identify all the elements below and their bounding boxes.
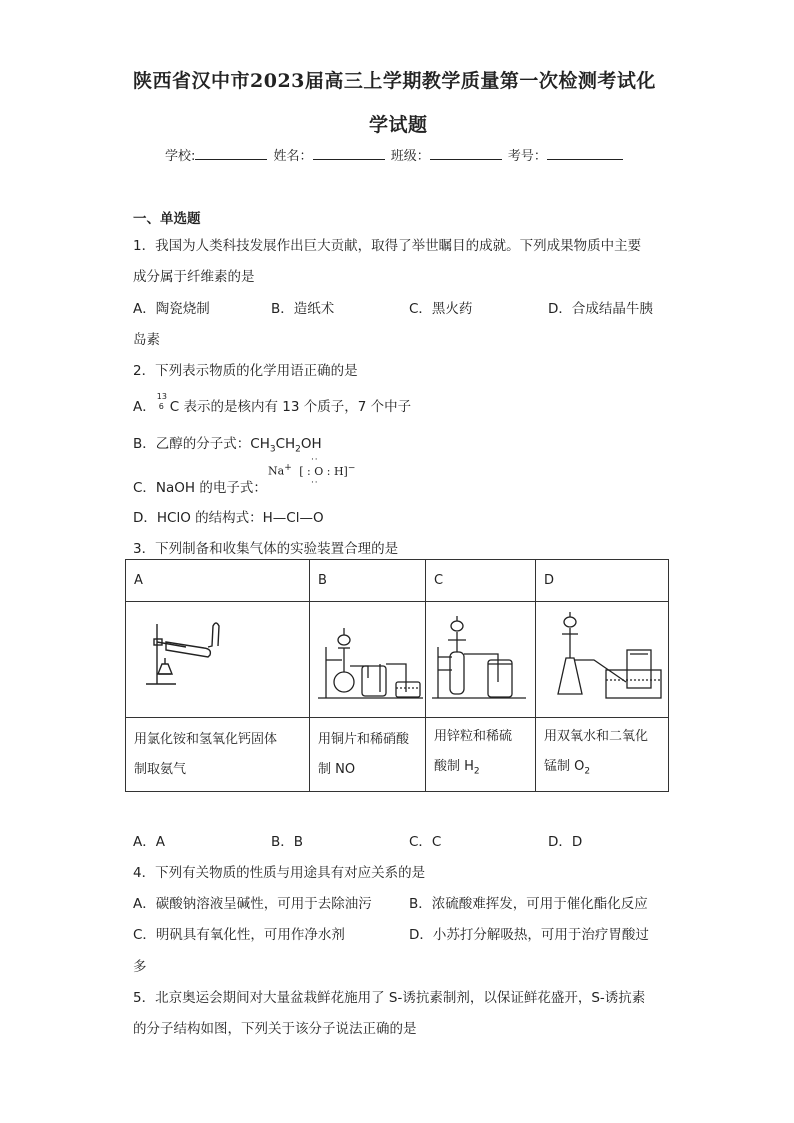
q2-option-d: D．HClO 的结构式：H—Cl—O (133, 510, 324, 526)
name-blank (313, 147, 385, 160)
q1-option-b: B．造纸术 (271, 301, 335, 317)
mass-number: 13 (156, 392, 167, 401)
exam-number-label: 考号： (507, 149, 547, 164)
info-fields (165, 145, 625, 164)
table-header-row (126, 560, 669, 602)
q2-option-a (133, 392, 412, 415)
page-title-line1: 陕西省汉中市2023届高三上学期教学质量第一次检测考试化 (133, 70, 656, 92)
header-cell-d: D (536, 560, 669, 602)
atomic-number: 6 (158, 402, 164, 411)
school-label: 学校: (165, 149, 196, 164)
q1-stem-line2: 成分属于纤维素的是 (133, 269, 255, 285)
q5-stem-line2: 的分子结构如图，下列关于该分子说法正确的是 (133, 1021, 417, 1037)
apparatus-c-cell (426, 602, 536, 718)
q2-b-end: OH (300, 436, 322, 452)
q4-option-b: B．浓硫酸难挥发，可用于催化酯化反应 (409, 896, 648, 912)
table-caption-row (126, 718, 669, 792)
q1-option-a: A．陶瓷烧制 (133, 301, 210, 317)
q5-stem-line1: 5．北京奥运会期间对大量盆栽鲜花施用了 S-诱抗素制剂，以保证鲜花盛开，S-诱抗素 (133, 990, 646, 1006)
q1-stem-line1: 1．我国为人类科技发展作出巨大贡献，取得了举世瞩目的成就。下列成果物质中主要 (133, 238, 642, 254)
exam-number-blank (547, 147, 623, 160)
q2-option-b (133, 432, 322, 455)
q2-b-sub2: 2 (295, 444, 301, 455)
q3-stem: 3．下列制备和收集气体的实验装置合理的是 (133, 541, 399, 557)
page-title-line2: 学试题 (369, 114, 428, 136)
caption-cell-b (310, 718, 426, 792)
q1-option-d: D．合成结晶牛胰 (548, 301, 653, 317)
q4-option-d-cont: 多 (133, 959, 147, 975)
q3-option-d: D．D (548, 834, 583, 850)
electron-dots-top: · · (311, 455, 317, 465)
header-cell-b: B (310, 560, 426, 602)
apparatus-b-cell (310, 602, 426, 718)
q1-option-d-cont: 岛素 (133, 332, 160, 348)
q4-stem: 4．下列有关物质的性质与用途具有对应关系的是 (133, 865, 426, 881)
q1-option-c: C．黑火药 (409, 301, 473, 317)
electron-formula-body: [ : O : H] (299, 464, 348, 478)
element-symbol: C (169, 399, 180, 415)
apparatus-b-diagram (310, 602, 426, 717)
table-image-row (126, 602, 669, 718)
caption-c-line1: 用锌粒和稀硫 (434, 729, 513, 745)
caption-b-line1: 用铜片和稀硝酸 (318, 731, 410, 747)
caption-cell-d (536, 718, 669, 792)
electron-dots-bottom: · · (311, 478, 317, 488)
q2-b-sub1: 3 (269, 444, 276, 455)
apparatus-d-cell (536, 602, 669, 718)
electron-formula-bracket (299, 465, 355, 478)
apparatus-a-cell (126, 602, 310, 718)
q2-option-c: C．NaOH 的电子式： (133, 480, 267, 496)
apparatus-d-diagram (536, 602, 669, 717)
school-blank (195, 147, 267, 160)
caption-c-line2: 酸制 H (434, 759, 474, 775)
apparatus-c-diagram (426, 602, 536, 717)
q4-option-c: C．明矾具有氧化性，可用作净水剂 (133, 927, 345, 943)
class-blank (430, 147, 502, 160)
apparatus-table (125, 559, 669, 792)
apparatus-a-diagram (126, 602, 310, 717)
caption-d-line2: 锰制 O (544, 759, 585, 775)
q2-a-text: 表示的是核内有 13 个质子，7 个中子 (183, 399, 412, 415)
name-label: 姓名： (273, 149, 313, 164)
caption-d-line1: 用双氧水和二氧化 (544, 729, 649, 745)
q2-b-text: B．乙醇的分子式：CH (133, 436, 270, 452)
q3-option-a: A．A (133, 834, 165, 850)
caption-a-line2: 制取氨气 (134, 761, 187, 777)
class-label: 班级： (390, 149, 430, 164)
q4-option-d: D．小苏打分解吸热，可用于治疗胃酸过 (409, 927, 649, 943)
q2-a-prefix: A． (133, 399, 156, 415)
q3-option-c: C．C (409, 834, 442, 850)
nuclide-notation (156, 392, 170, 411)
q2-b-mid: CH (275, 436, 296, 452)
caption-cell-c (426, 718, 536, 792)
caption-cell-a (126, 718, 310, 792)
electron-formula-plus: + (284, 463, 292, 473)
caption-d-sub: 2 (584, 766, 591, 777)
header-cell-c: C (426, 560, 536, 602)
section-heading: 一、单选题 (133, 211, 201, 227)
q2-stem: 2．下列表示物质的化学用语正确的是 (133, 363, 358, 379)
header-cell-a: A (126, 560, 310, 602)
q4-option-a: A．碳酸钠溶液呈碱性，可用于去除油污 (133, 896, 372, 912)
electron-formula-na: Na (268, 464, 285, 478)
caption-c-sub: 2 (473, 766, 480, 777)
electron-formula-minus: − (347, 463, 356, 473)
caption-b-line2: 制 NO (318, 761, 356, 777)
q3-option-b: B．B (271, 834, 304, 850)
caption-a-line1: 用氯化铵和氢氧化钙固体 (134, 731, 278, 747)
electron-formula (268, 463, 355, 478)
